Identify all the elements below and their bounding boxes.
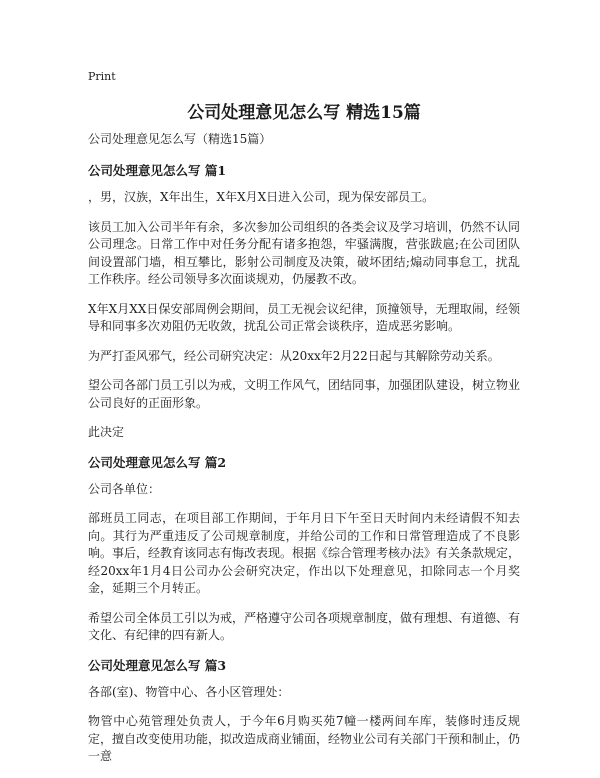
paragraph: 望公司各部门员工引以为戒，文明工作风气，团结同事，加强团队建设，树立物业公司良好的正面形象。 — [88, 378, 521, 410]
paragraph: 此决定 — [88, 425, 125, 439]
section-3 — [88, 657, 520, 766]
section-heading: 公司处理意见怎么写 篇3 — [88, 657, 227, 673]
section-heading: 公司处理意见怎么写 篇2 — [88, 454, 227, 470]
section-heading: 公司处理意见怎么写 篇1 — [88, 163, 227, 178]
document-subtitle: 公司处理意见怎么写（精选15篇） — [88, 132, 272, 146]
page-title: 公司处理意见怎么写 精选15篇 — [187, 103, 421, 123]
paragraph: 各部(室)、物管中心、各小区管理处： — [88, 684, 290, 699]
document-body — [88, 131, 520, 778]
print-label: Print — [88, 70, 116, 83]
paragraph: 部班员工同志，在项目部工作期间，于年月日下午至日天时间内未经请假不知去向。其行为严重违反了公司规章制度，并给公司的工作和日常管理造成了不良影响。事后，经教育该同志有悔改表现。根据《综合管理考核办法》有关条款规定，经20xx年1月4日公司办公会研究决定，作出以下处理意见，扣除同志一个月奖金，延期三个月转正。 — [88, 511, 521, 595]
section-1 — [88, 162, 520, 442]
paragraph: X年X月XX日保安部周例会期间，员工无视会议纪律，顶撞领导，无理取闹，经领导和同事多次劝阻仍无收敛，扰乱公司正常会谈秩序，造成恶劣影响。 — [88, 301, 520, 333]
paragraph: 物管中心苑管理处负责人，于今年6月购买苑7幢一楼两间车库，装修时违反规定，擅自改变使用功能，拟改造成商业铺面，经物业公司有关部门干预和制止，仍一意 — [88, 714, 521, 763]
section-2 — [88, 454, 520, 645]
paragraph: 该员工加入公司半年有余，多次参加公司组织的各类会议及学习培训，仍然不认同公司理念。日常工作中对任务分配有诸多抱怨，牢骚满腹，营张跋扈;在公司团队间设置部门墙，相互攀比，影射公司制度及决策，破坏团结;煽动同事怠工，扰乱工作秩序。经公司领导多次面谈规劝，仍屡教不改。 — [88, 219, 521, 286]
paragraph: 为严打歪风邪气，经公司研究决定：从20xx年2月22日起与其解除劳动关系。 — [88, 348, 500, 363]
paragraph: ，男，汉族，X年出生，X年X月X日进入公司，现为保安部员工。 — [88, 190, 435, 204]
paragraph: 希望公司全体员工引以为戒，严格遵守公司各项规章制度，做有理想、有道德、有文化、有纪律的四有新人。 — [88, 610, 521, 642]
paragraph: 公司各单位： — [88, 481, 161, 496]
